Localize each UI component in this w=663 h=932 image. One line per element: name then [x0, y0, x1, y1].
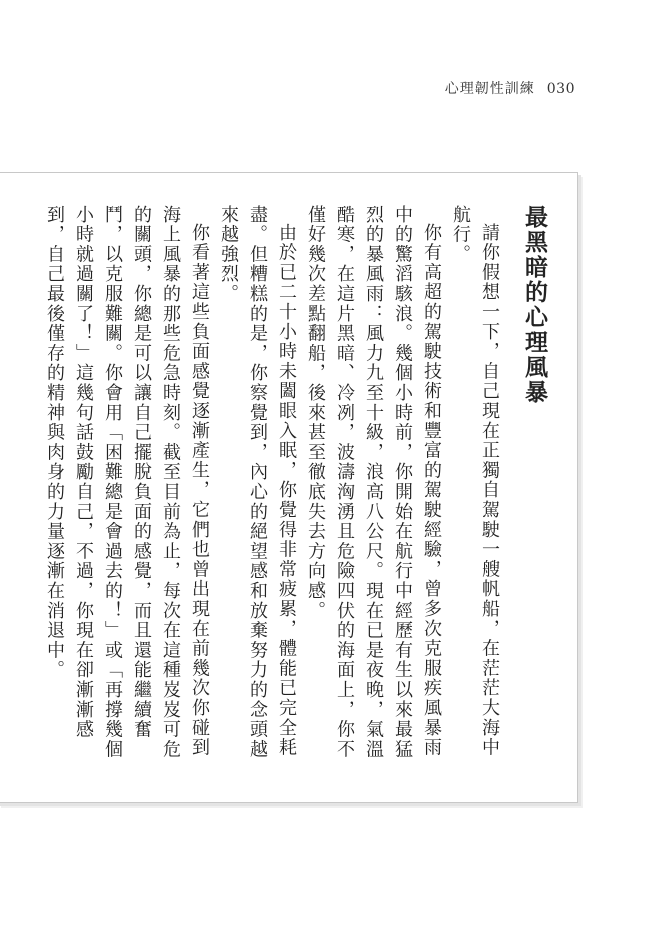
paragraph-2: 你有高超的駕駛技術和豐富的駕駛經驗，曾多次克服疾風暴雨中的驚滔駭浪。幾個小時前，你開始在航行中經歷有生以來最猛烈的暴風雨：風力九至十級，浪高八公尺。現在已是夜晚，氣溫酷寒，在這片黑暗、冷冽，波濤洶湧且危險四伏的海面上，你不僅好幾次差點翻船，後來甚至徹底失去方向感。	[305, 205, 442, 760]
book-title: 心理韌性訓練	[444, 81, 535, 97]
section-title: 最黑暗的心理風暴	[521, 205, 548, 405]
paragraph-4: 你看著這些負面感覺逐漸產生，它們也曾出現在前幾次你碰到海上風暴的那些危急時刻。截至目前為止，每次在這種岌岌可危的關頭，你總是可以讓自己擺脫負面的感覺，而且還能繼續奮鬥，以克服難關。你會用「困難總是會過去的！」或「再撐幾個小時就過關了！」這幾句話鼓勵自己，不過，你現在卻漸漸感到，自己最後僅存的精神與肉身的力量逐漸在消退中。	[44, 205, 210, 760]
page-number: 030	[546, 81, 575, 97]
body-text-column	[44, 205, 549, 771]
running-header	[445, 78, 575, 98]
paragraph-1: 請你假想一下，自己現在正獨自駕駛一艘帆船，在茫茫大海中航行。	[450, 205, 500, 758]
paragraph-3: 由於已二十小時未闔眼入眠，你覺得非常疲累，體能已完全耗盡。但糟糕的是，你察覺到，內心的絕望感和放棄努力的念頭越來越強烈。	[218, 205, 297, 760]
